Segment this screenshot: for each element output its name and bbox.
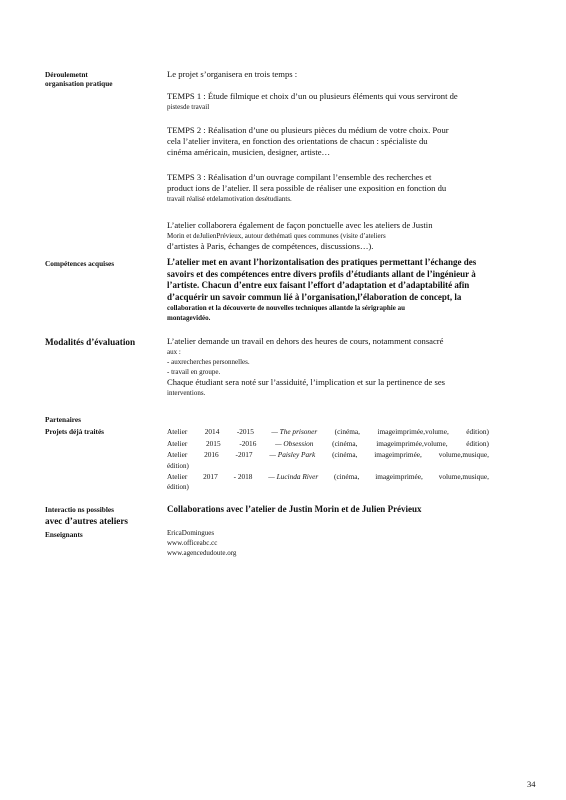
teacher-website-link[interactable]: www.agencedudoute.org	[167, 549, 237, 557]
projet-row-continuation: édition)	[167, 461, 189, 470]
projet-category: édition)	[466, 427, 489, 436]
projet-row	[167, 426, 489, 438]
projet-row	[167, 471, 489, 483]
competences-block	[167, 257, 515, 323]
projet-year-start: 2017	[203, 471, 218, 481]
label-avec-ateliers: avec d’autres ateliers	[45, 516, 129, 526]
teacher-website-link[interactable]: www.officeabc.cc	[167, 539, 218, 547]
projet-category: (cinéma,	[334, 471, 360, 481]
projet-year-end: -2016	[239, 438, 257, 448]
projet-title: — Paisley Park	[269, 450, 316, 459]
projet-row	[167, 438, 489, 450]
projet-year-start: 2014	[204, 427, 220, 436]
competences-line: montagevidéo.	[167, 314, 211, 322]
interactions-text: Collaborations avec l’atelier de Justin Morin et de Julien Prévieux	[167, 504, 422, 514]
temps2-line: cinéma américain, musicien, designer, artiste…	[167, 147, 331, 157]
collab-line: Morin et deJulienPrévieux, autour dethématì ques communes (visite d’ateliers	[167, 232, 386, 240]
projets-list	[167, 426, 517, 492]
projet-category: imageimprimée,volume,	[376, 438, 448, 448]
projet-category: (cinéma,	[332, 438, 358, 448]
projet-atelier: Atelier	[167, 450, 188, 459]
label-enseignants: Enseignants	[45, 530, 83, 539]
competences-line: d’acquérir un savoir commun lié à l’organisation,l’élaboration de concept, la	[167, 291, 462, 302]
projet-category: (cinéma,	[334, 427, 360, 436]
projet-row-continuation: édition)	[167, 483, 189, 491]
deroulement-intro: Le projet s’organisera en trois temps :	[167, 69, 298, 79]
label-deroulement: Déroulemetnt organisation pratique	[45, 70, 113, 88]
collab-line: d’artistes à Paris, échanges de compétences, discussions…).	[167, 241, 374, 251]
temps2-line: TEMPS 2 : Réalisation d’une ou plusieurs pièces du médium de votre choix. Pour	[167, 125, 449, 135]
projet-year-end: -2017	[235, 450, 253, 459]
temps1-block	[167, 91, 517, 112]
projet-category: imageimprimée,	[375, 471, 423, 481]
temps2-line: cela l’atelier invitera, en fonction des orientations de chacun : spécialiste du	[167, 136, 428, 146]
projet-category: volume,musique,	[438, 471, 489, 481]
label-competences: Compétences acquises	[45, 259, 115, 268]
teacher-name: EricaDomingues	[167, 529, 215, 537]
modalites-line: Chaque étudiant sera noté sur l’assiduité, l’implication et sur la pertinence de ses	[167, 377, 446, 387]
modalites-block	[167, 336, 517, 398]
label-interactions: Interactio ns possibles	[45, 505, 114, 514]
projet-year-start: 2016	[204, 450, 219, 459]
projet-title: — The prisoner	[271, 427, 318, 436]
temps1-line: TEMPS 1 : Étude filmique et choix d’un ou plusieurs éléments qui vous serviront de	[167, 91, 458, 101]
label-projets: Projets déjà traités	[45, 427, 105, 436]
projet-atelier: Atelier	[167, 471, 188, 481]
projet-category: imageimprimée,volume,	[377, 427, 449, 436]
collab-line: L’atelier collaborera également de façon ponctuelle avec les ateliers de Justin	[167, 220, 433, 230]
temps1-line: pistesde travail	[167, 103, 210, 111]
collaboration-block	[167, 220, 517, 252]
modalites-line: interventions.	[167, 389, 206, 397]
label-partenaires: Partenaires	[45, 415, 81, 424]
enseignants-block	[167, 528, 517, 558]
projet-year-end: - 2018	[233, 471, 253, 481]
projet-title: — Obsession	[275, 438, 314, 448]
competences-line: L’atelier met en avant l’horizontalisation des pratiques permettant l’échange des	[167, 257, 477, 267]
temps2-block	[167, 125, 517, 158]
modalites-line: aux :	[167, 348, 181, 356]
projet-title: — Lucinda River	[268, 471, 319, 481]
temps3-line: TEMPS 3 : Réalisation d’un ouvrage compilant l’ensemble des recherches et	[167, 172, 432, 182]
competences-line: l’artiste. Chacun d’entre eux faisant l’effort d’adaptation et d’adaptabilité afin	[167, 280, 470, 290]
page-number: 34	[527, 779, 536, 789]
projet-category: (cinéma,	[332, 450, 358, 459]
projet-atelier: Atelier	[167, 427, 188, 436]
projet-row	[167, 449, 489, 461]
projet-category: édition)	[466, 438, 489, 448]
competences-line: savoirs et des compétences entre divers profils d’étudiants allant de l’ingénieur à	[167, 268, 476, 279]
modalites-line: - auxrecherches personnelles.	[167, 358, 250, 366]
modalites-line: - travail en groupe.	[167, 368, 221, 376]
temps3-line: product ions de l’atelier. Il sera possible de réaliser une exposition en fonction du	[167, 183, 447, 193]
projet-category: imageimprimée,	[374, 450, 422, 459]
competences-line: collaboration et la découverte de nouvelles techniques allantde la sérigraphie au	[167, 304, 405, 312]
temps3-block	[167, 172, 517, 204]
modalites-line: L’atelier demande un travail en dehors des heures de cours, notamment consacré	[167, 336, 444, 346]
projet-atelier: Atelier	[167, 438, 188, 448]
projet-category: volume,musique,	[438, 450, 489, 459]
projet-year-end: -2015	[236, 427, 254, 436]
label-modalites: Modalités d’évaluation	[45, 337, 136, 347]
projet-year-start: 2015	[206, 438, 221, 448]
deroulement-section	[167, 69, 517, 80]
temps3-line: travail réalisé etdelamotivation desétudiants.	[167, 195, 292, 203]
